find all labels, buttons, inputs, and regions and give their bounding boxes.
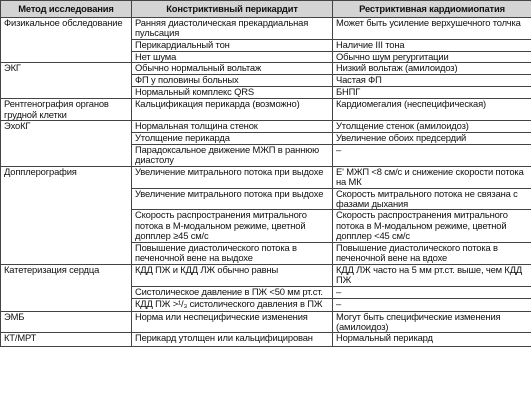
method-cell: Катетеризация сердца [1,264,132,311]
restrictive-cell: Скорость распространения митрального потока в М-модальном режиме, цветной допплер <45 см/с [333,210,531,242]
restrictive-cell: Утолщение стенок (амилоидоз) [333,121,531,133]
constrictive-cell: Увеличение митрального потока при выдохе [132,166,333,188]
restrictive-cell: Частая ФП [333,75,531,87]
restrictive-cell: – [333,145,531,167]
method-cell: Рентгенография органов грудной клетки [1,99,132,121]
header-row [1,1,531,18]
restrictive-cell: Повышение диастолического потока в печеночной вене на вдохе [333,242,531,264]
restrictive-cell: – [333,286,531,298]
constrictive-cell: Перикардиальный тон [132,39,333,51]
table-row [1,63,531,75]
restrictive-cell: Обычно шум регургитации [333,51,531,62]
restrictive-cell: Скорость митрального потока не связана с фазами дыхания [333,188,531,210]
table-row [1,121,531,133]
restrictive-cell: Наличие III тона [333,39,531,51]
constrictive-cell: Парадоксальное движение МЖП в раннюю диастолу [132,145,333,167]
restrictive-cell: Кардиомегалия (неспецифическая) [333,99,531,121]
method-cell: ЭМБ [1,311,132,333]
constrictive-cell: ФП у половины больных [132,75,333,87]
constrictive-cell: Перикард утолщен или кальцифицирован [132,333,333,347]
table-row [1,18,531,40]
table-row [1,264,531,286]
restrictive-cell: – [333,298,531,311]
method-cell: ЭхоКГ [1,121,132,167]
constrictive-cell: Нормальный комплекс QRS [132,87,333,99]
header-restrictive-cardiomyopathy: Рестриктивная кардиомиопатия [333,1,531,18]
method-cell: КТ/МРТ [1,333,132,347]
restrictive-cell: КДД ЛЖ часто на 5 мм рт.ст. выше, чем КДД ПЖ [333,264,531,286]
restrictive-cell: Низкий вольтаж (амилоидоз) [333,63,531,75]
table-row [1,99,531,121]
constrictive-cell: Скорость распространения митрального потока в М-модальном режиме, цветной допплер ≥45 см/с [132,210,333,242]
table-body [1,18,531,347]
method-cell: Допплерография [1,166,132,264]
table-header [1,1,531,18]
constrictive-cell: Норма или неспецифические изменения [132,311,333,333]
method-cell: Физикальное обследование [1,18,132,63]
constrictive-cell: КДД ПЖ >¹/₃ систолического давления в ПЖ [132,298,333,311]
constrictive-cell: Нормальная толщина стенок [132,121,333,133]
constrictive-cell: Нет шума [132,51,333,62]
constrictive-cell: Кальцификация перикарда (возможно) [132,99,333,121]
restrictive-cell: Увеличение обоих предсердий [333,133,531,145]
constrictive-cell: Увеличение митрального потока при выдохе [132,188,333,210]
constrictive-cell: Ранняя диастолическая прекардиальная пульсация [132,18,333,40]
constrictive-cell: Повышение диастолического потока в печеночной вене на выдохе [132,242,333,264]
constrictive-cell: КДД ПЖ и КДД ЛЖ обычно равны [132,264,333,286]
method-cell: ЭКГ [1,63,132,99]
table-row [1,166,531,188]
constrictive-cell: Утолщение перикарда [132,133,333,145]
table-row [1,311,531,333]
restrictive-cell: E' МЖП <8 см/с и снижение скорости потока на МК [333,166,531,188]
table-row [1,333,531,347]
restrictive-cell: БНПГ [333,87,531,99]
constrictive-cell: Систолическое давление в ПЖ <50 мм рт.ст. [132,286,333,298]
restrictive-cell: Могут быть специфические изменения (амилоидоз) [333,311,531,333]
restrictive-cell: Может быть усиление верхушечного толчка [333,18,531,40]
header-method: Метод исследования [1,1,132,18]
constrictive-cell: Обычно нормальный вольтаж [132,63,333,75]
restrictive-cell: Нормальный перикард [333,333,531,347]
header-constrictive-pericarditis: Констриктивный перикардит [132,1,333,18]
